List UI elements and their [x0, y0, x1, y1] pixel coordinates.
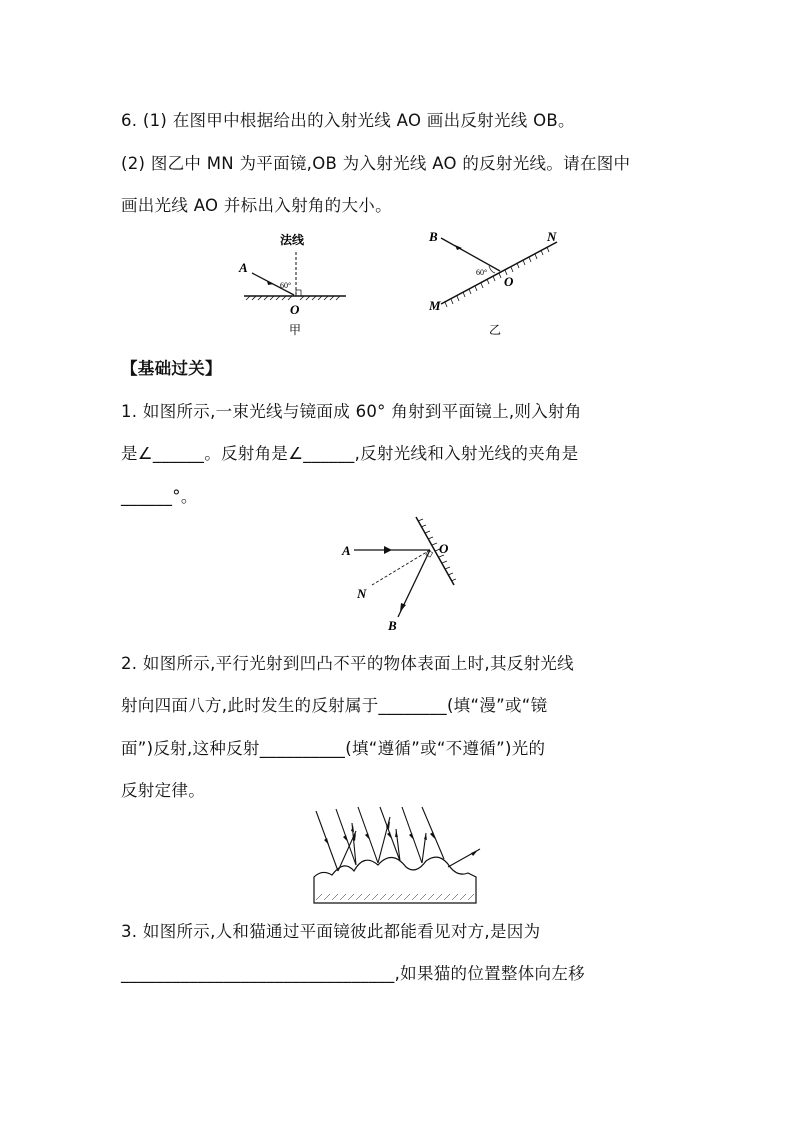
q1-line-1: 1. 如图所示,一束光线与镜面成 60° 角射到平面镜上,则入射角	[121, 402, 582, 421]
q3-line-2: ________________________________,如果猫的位置整体向左移	[121, 964, 585, 983]
label-a: A	[239, 260, 248, 275]
reflected-ray-ob	[441, 238, 500, 271]
q6-line-1: 6. (1) 在图甲中根据给出的入射光线 AO 画出反射光线 OB。	[121, 111, 575, 130]
figure-yi	[425, 228, 575, 338]
mirror-hatch	[445, 247, 549, 307]
q2-line-2: 射向四面八方,此时发生的反射属于________(填“漫”或“镜	[121, 696, 548, 715]
label-a: A	[342, 543, 351, 558]
normal-label: 法线	[280, 233, 305, 247]
label-o: O	[504, 274, 514, 289]
q2-line-1: 2. 如图所示,平行光射到凹凸不平的物体表面上时,其反射光线	[121, 654, 574, 673]
label-n: N	[547, 229, 557, 244]
caption-jia: 甲	[289, 323, 302, 337]
q1-line-3: ______°。	[121, 487, 198, 506]
q3-line-1: 3. 如图所示,人和猫通过平面镜彼此都能看见对方,是因为	[121, 922, 541, 941]
section-title: 【基础过关】	[121, 359, 222, 378]
q6-line-3: 画出光线 AO 并标出入射角的大小。	[121, 196, 392, 215]
figure-q1	[338, 515, 468, 635]
angle-label: 60°	[280, 281, 292, 290]
label-m: M	[429, 298, 441, 313]
figure-q2-diffuse-reflection	[308, 805, 488, 905]
caption-yi: 乙	[489, 323, 502, 337]
right-angle-mark	[296, 290, 301, 296]
figure-jia	[234, 230, 354, 340]
angle-label: 60°	[476, 268, 488, 277]
reflected-arrowheads	[351, 821, 478, 856]
label-o: O	[290, 302, 300, 317]
incident-arrowheads	[324, 832, 435, 845]
label-b: B	[429, 229, 438, 244]
label-o: O	[439, 541, 449, 556]
q1-line-2: 是∠______。反射角是∠______,反射光线和入射光线的夹角是	[121, 444, 579, 463]
label-n: N	[357, 586, 367, 601]
q6-line-2: (2) 图乙中 MN 为平面镜,OB 为入射光线 AO 的反射光线。请在图中	[121, 154, 631, 173]
q2-line-3: 面”)反射,这种反射__________(填“遵循”或“不遵循”)光的	[121, 739, 546, 758]
label-b: B	[388, 618, 397, 633]
rough-surface	[314, 857, 476, 903]
q2-line-4: 反射定律。	[121, 781, 205, 800]
